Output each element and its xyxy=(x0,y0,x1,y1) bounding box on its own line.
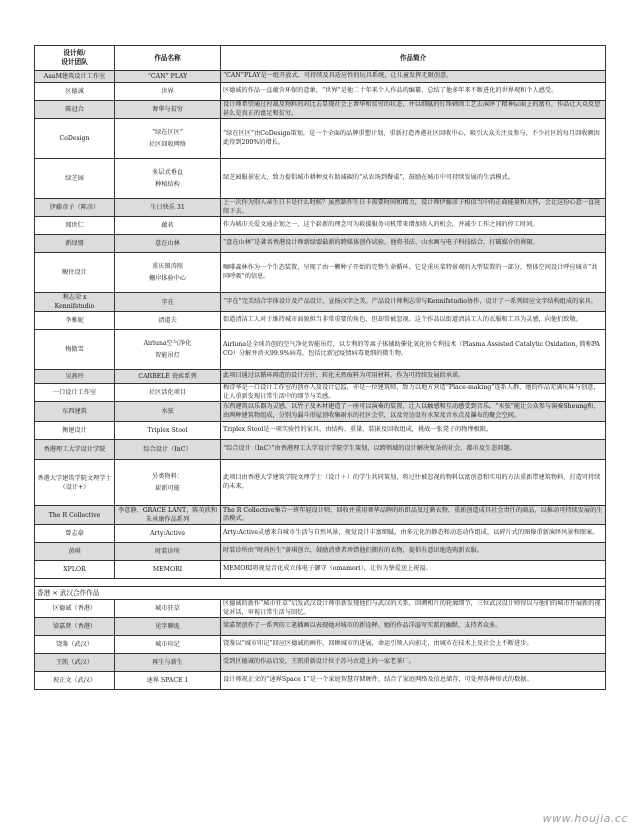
table-row xyxy=(35,217,606,235)
intro-cell: 此项目通过以循环再造的设计方针，转化天然废料为可用材料，作为可持续发展的承诺。 xyxy=(221,370,606,384)
intro-cell: 绿芝园服景宏大，致力提倡城市耕种及有助减碳的“从农场到餐桌”，鼓励在城市中可持续发展的生活模式。 xyxy=(221,159,606,199)
work-title: Airluna空气净化 xyxy=(143,340,192,347)
work-cell xyxy=(115,672,221,690)
work-title: 时装诊所 xyxy=(155,548,180,555)
designer-name: 王凯（武汉） xyxy=(55,659,94,666)
work-title: 种植结构 xyxy=(155,181,180,188)
table-row xyxy=(35,370,606,384)
designer-name: 绿芝园 xyxy=(65,175,84,182)
intro-cell: 上一次你为别人亲生日卡是什么时候？虽然制作生日卡需要时间和精力，设计师伊藤彦子相信当中的正面能量和关怀，会让这份心意一直延续下去。 xyxy=(221,199,606,217)
designer-cell xyxy=(35,119,115,159)
work-cell xyxy=(115,370,221,384)
designer-cell xyxy=(35,440,115,460)
work-title: 见字聊诡 xyxy=(155,623,180,630)
table-row xyxy=(35,618,606,636)
designer-name: 郑世仁 xyxy=(65,222,84,229)
intro-cell: 区德诚的新作“城市狂草”启发武汉设计师重新发现他们与武汉的关系，回溯相片的轮廓细节，三位武汉设计师得以与他们的城市开展新的视觉对话，审视日常生活与回忆。 xyxy=(221,600,606,618)
table-row xyxy=(35,543,606,561)
table-row xyxy=(35,384,606,402)
designer-cell xyxy=(35,618,115,636)
work-cell xyxy=(115,199,221,217)
work-title: 世界 xyxy=(161,88,174,95)
designer-cell xyxy=(35,422,115,440)
designer-name: 区德诚 xyxy=(65,88,84,95)
work-cell xyxy=(115,293,221,312)
work-title: 城市印记 xyxy=(155,641,180,648)
work-title: 清道夫 xyxy=(158,317,177,324)
work-title: 水弦 xyxy=(161,408,174,415)
designer-name: 梅傲雪 xyxy=(65,346,84,353)
work-title: 李意静、GRACE LANT、陈英欣和朱承康作品系列 xyxy=(117,507,218,523)
designer-cell xyxy=(35,159,115,199)
table-row xyxy=(35,525,606,543)
designer-name: The R Collective xyxy=(48,511,101,519)
table-row xyxy=(35,440,606,460)
work-cell xyxy=(115,71,221,83)
intro-cell: 作为城市关爱文通企划之一，这个崭新的理念可为救援服务司机带来增加收入的机会，并减少工作之间的停工时间。 xyxy=(221,217,606,235)
work-title: 综合设计（InC） xyxy=(143,446,192,453)
designer-cell xyxy=(35,543,115,561)
designer-name: 区德诚（香港） xyxy=(52,605,97,612)
designer-name: 伊藤彦子（陈彦） xyxy=(49,204,100,211)
work-title: 奢华与贫穷 xyxy=(152,106,183,113)
intro-cell: 设计师祝正文的“速界Space 1”是一个家庭智慧存储硬件，结合了家庭网络及信息储存，可处理各种形式的数据。 xyxy=(221,672,606,690)
work-cell xyxy=(115,440,221,460)
work-title: 另类物料： xyxy=(152,473,183,480)
table-body xyxy=(35,46,606,690)
work-title: 社区回收网络 xyxy=(148,141,187,148)
work-cell xyxy=(115,654,221,672)
intro-cell: MEMORI将视觉音化成立体电子御守（omamori），让你为挚爱送上祝福。 xyxy=(221,561,606,579)
designer-cell xyxy=(35,330,115,370)
designer-name: 利志荣 x xyxy=(62,294,87,301)
work-cell xyxy=(115,543,221,561)
header-designer-line: 设计团队 xyxy=(61,58,88,66)
table-row xyxy=(35,101,606,119)
table-row xyxy=(35,293,606,312)
designer-name: AaaM建筑设计工作室 xyxy=(43,73,106,80)
designer-cell xyxy=(35,561,115,579)
table-row xyxy=(35,83,606,101)
work-title: 蕴茗 xyxy=(161,222,174,229)
exhibition-table xyxy=(34,45,605,690)
designer-name: 香港理工大学设计学院 xyxy=(43,446,106,453)
work-title: Arty:Active xyxy=(149,530,186,537)
designer-name: 黄琪 xyxy=(68,548,81,555)
table-header-row xyxy=(35,46,606,71)
table-row xyxy=(35,672,606,690)
intro-cell: 饶鉴以“城市印记”回应区德诚的画作，回顾城市的进展，命运引领人向前走，由城市在技术上及社会上不断进步。 xyxy=(221,636,606,654)
work-title: 城市狂草 xyxy=(155,605,180,612)
designer-cell xyxy=(35,253,115,293)
designer-cell xyxy=(35,654,115,672)
designer-cell xyxy=(35,525,115,543)
designer-cell xyxy=(35,370,115,384)
spacer-row xyxy=(35,579,606,587)
designer-cell xyxy=(35,71,115,83)
work-title: MEMORI xyxy=(152,566,183,573)
work-cell xyxy=(115,636,221,654)
work-cell xyxy=(115,159,221,199)
intro-cell: 梅诗华是一口设计工作室的创办人及设计总监，亦是一位建筑师，致力以地方营造“Place-making”连系人群，她的作品充满玩味与创意，让人重新发现日常生活中的细节与美感。 xyxy=(221,384,606,402)
work-title: 栅岸体验中心 xyxy=(148,275,187,282)
header-work: 作品名称 xyxy=(115,46,221,71)
designer-cell xyxy=(35,460,115,506)
table-row xyxy=(35,506,606,525)
work-title: 意在山林 xyxy=(155,240,180,247)
designer-name: 吴燕玲 xyxy=(65,373,84,380)
work-title: 速界 SPACE 1 xyxy=(146,677,189,684)
designer-name: 曾志豪 xyxy=(65,530,84,537)
designer-name: 饶鉴（武汉） xyxy=(55,641,94,648)
intro-cell: “绿在区区”由CoDesign策划，是一个全面的品牌重塑计划，重新打造香港社区回收中心，吸引大众关注及参与，不少社区的每月回收额因此得到200%的增长。 xyxy=(221,119,606,159)
table-row xyxy=(35,119,606,159)
table-row xyxy=(35,312,606,330)
designer-name: 新绿盟 xyxy=(65,240,84,247)
site-watermark: www.houjia.cc xyxy=(542,812,628,825)
designer-cell xyxy=(35,600,115,618)
designer-cell xyxy=(35,83,115,101)
designer-cell xyxy=(35,199,115,217)
work-title: 重庆图涛照 xyxy=(152,263,183,270)
designer-name: 李雅妮 xyxy=(65,317,84,324)
table-row xyxy=(35,253,606,293)
designer-name: （设计+） xyxy=(59,483,90,491)
intro-cell: 设计师希望通过衬裁及物料的对比去显现社会上奢华和贫穷的状态，并以细腻的钉珠刺绣工艺去演绎了精神层面上的富有，作品让大众反思甚么是真正的富足和贫穷。 xyxy=(221,101,606,119)
designer-cell xyxy=(35,506,115,525)
intro-cell: Arty:Active灵感来自城市生活与自然风景，视觉设计丰富细腻，由多元化的静态和动态动作组成，以碎片式的图像重新演绎风景和图案。 xyxy=(221,525,606,543)
table-row xyxy=(35,199,606,217)
intro-cell: 街道清洁工人对于维持城市面貌担当非常重要的角色，但却常被忽视。这个作品以街道清洁工人的衣服和工具为灵感，向他们致敬。 xyxy=(221,312,606,330)
work-title: 再生与新生 xyxy=(152,659,183,666)
work-cell xyxy=(115,402,221,422)
table-row xyxy=(35,636,606,654)
work-title: Triplex Stool xyxy=(147,427,188,434)
work-cell xyxy=(115,460,221,506)
work-cell xyxy=(115,312,221,330)
intro-cell: 咖啡森林作为一个生态装置，呈现了由一颗种子开始的完整生命循环。它是重庆菜特景观的大型装置的一部分，整体空间设计呼应城市“共同呼吸”的信息。 xyxy=(221,253,606,293)
designer-cell xyxy=(35,312,115,330)
designer-cell xyxy=(35,672,115,690)
work-cell xyxy=(115,119,221,159)
intro-cell: “综合设计（InC）”由香港理工大学设计学院学生策划，以跨领域的设计解决复杂的社会、都市及生态问题。 xyxy=(221,440,606,460)
work-cell xyxy=(115,506,221,525)
work-cell xyxy=(115,384,221,402)
intro-cell: 时装诊所由“时尚医生”黄琪创立，鼓励消费者珍惜他们拥有的衣物，提倡有意识地选购新衣服。 xyxy=(221,543,606,561)
designer-cell xyxy=(35,217,115,235)
intro-cell: 受到区德诚的作品启发，王凯重新设计位于苏马古道上的一家老茶厂。 xyxy=(221,654,606,672)
work-cell xyxy=(115,618,221,636)
designer-name: 畯住设计 xyxy=(62,269,87,276)
intro-cell: The R Collective集合一班年轻设计师，回收并重用奢华品牌的纺织品及过剩衣物，重新创造成具社会责任的商品，以推动可持续发展的生活模式。 xyxy=(221,506,606,525)
table-row xyxy=(35,422,606,440)
designer-cell xyxy=(35,402,115,422)
table-row xyxy=(35,654,606,672)
work-cell xyxy=(115,422,221,440)
header-designer-line: 设计师/ xyxy=(63,49,86,57)
intro-cell: “CAN”PLAY是一组开放式、可持续及具适应性的玩具系统，让儿童发挥无限创意。 xyxy=(221,71,606,83)
work-cell xyxy=(115,330,221,370)
intro-cell: 区德诚的作品一直蕴含环保的意象，“世界”是他二十年来个人作品的编纂，总结了他多年来不断进化的世界观和个人感受。 xyxy=(221,83,606,101)
work-title: 多层式垂直 xyxy=(152,169,183,176)
spacer-cell xyxy=(35,579,606,587)
intro-cell: 梁嘉贤创作了一系列的工笔插画以表现她对城市的新诠释。她的作品洋溢写实派的幽默，支持者众多。 xyxy=(221,618,606,636)
table-row xyxy=(35,561,606,579)
designer-name: 一口设计工作室 xyxy=(52,389,97,396)
work-title: 智能吊灯 xyxy=(155,352,180,359)
table-row xyxy=(35,460,606,506)
work-cell xyxy=(115,101,221,119)
work-title: “绿在区区” xyxy=(151,129,184,136)
intro-cell: 东西建筑以乐器为灵感，以竹子及木材建造了一座可以演奏的装置，让人以触感和互动感受到音乐。“水弦”能让公众参与演奏Sheung和，由两种建筑物组成，分别为漏斗形屋顶收集雨水的社区会堂，以及旁边设有水泵及音水点及瀑布的聚会空间。 xyxy=(221,402,606,422)
designer-cell xyxy=(35,101,115,119)
work-title: CARBELÉ 瓷砖系列 xyxy=(138,373,197,380)
section-row xyxy=(35,587,606,600)
work-title: 社区活化项目 xyxy=(148,389,187,396)
work-cell xyxy=(115,217,221,235)
header-intro: 作品简介 xyxy=(221,46,606,71)
intro-cell: Triplex Stool是一项实验性的家具，由结构、重量、装嵌及回收组成，挑战一张凳子的物理极限。 xyxy=(221,422,606,440)
work-cell xyxy=(115,235,221,253)
designer-cell xyxy=(35,384,115,402)
table-row xyxy=(35,330,606,370)
work-cell xyxy=(115,83,221,101)
work-title: 生日快乐 31 xyxy=(150,204,185,211)
table-row xyxy=(35,235,606,253)
intro-cell: 此项目由香港大学建筑学院文理学士（设计＋）的学生共同策划，将过往被忽视的物料以富创意和实用的方法重新带建筑物料，打造可持续的未来。 xyxy=(221,460,606,506)
designer-name: XPLOR xyxy=(63,566,86,573)
designer-cell xyxy=(35,293,115,312)
designer-name: Kennifstudio xyxy=(54,303,95,310)
header-designer xyxy=(35,46,115,71)
table-row xyxy=(35,159,606,199)
designer-name: 陈冠合 xyxy=(65,106,84,113)
work-cell xyxy=(115,561,221,579)
designer-name: 祝正文（武汉） xyxy=(52,677,97,684)
designer-cell xyxy=(35,636,115,654)
designer-name: 东西建筑 xyxy=(62,408,87,415)
designer-name: 梁嘉贤（香港） xyxy=(52,623,97,630)
work-title: 字在 xyxy=(161,298,174,306)
section-title: 香港 × 武汉合作作品 xyxy=(35,587,606,600)
work-cell xyxy=(115,253,221,293)
work-cell xyxy=(115,525,221,543)
table-row xyxy=(35,402,606,422)
designer-cell xyxy=(35,235,115,253)
table-row xyxy=(35,71,606,83)
designer-name: 衡建设计 xyxy=(62,427,87,434)
designer-name: CoDesign xyxy=(59,135,90,142)
work-cell xyxy=(115,600,221,618)
table-row xyxy=(35,600,606,618)
intro-cell: “意在山林”是著名香港设计师新绿盟最新的跨媒体创作试验，他将书法、山水画与电子科技结合，打破媒介的界限。 xyxy=(221,235,606,253)
work-title: “CAN” PLAY xyxy=(147,73,188,80)
intro-cell: Airluna是全球首创的空气净化智能吊灯，以专利的等离子体辅助催化氧化协专利技术（Plasma Assisted Catalytic Oxidation, 简称PACO）分解并消灭99.9%病毒，包括比新冠疫情病毒更细的微生物。 xyxy=(221,330,606,370)
work-title: 崭新可能 xyxy=(155,485,180,492)
works-table xyxy=(34,45,606,690)
designer-name: 香港大学建筑学院文理学士 xyxy=(37,474,112,482)
intro-cell: “字在”完美结合字体设计及产品设计，宣扬汉字之美。产品设计师利志荣与Kennifstudio协作，设计了一系列回应文字结构组成的家具。 xyxy=(221,293,606,312)
